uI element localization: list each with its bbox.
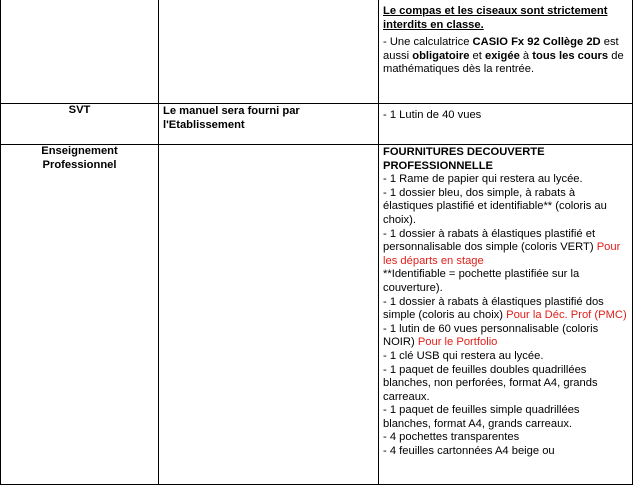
maths-subject-cell [1, 0, 159, 104]
list-item: - 1 dossier à rabats à élastiques plastifié et personnalisable dos simple (coloris VERT) Pour les départs en stage [383, 227, 621, 267]
list-item: - 1 clé USB qui restera au lycée. [383, 349, 544, 362]
stage-note: Pour les départs en stage [383, 241, 621, 267]
pro-supplies-cell [379, 145, 633, 485]
list-item: - 4 feuilles cartonnées A4 beige ou [383, 445, 555, 458]
calculator-model: CASIO Fx 92 Collège 2D [472, 36, 601, 49]
svt-subject: SVT [1, 104, 159, 145]
maths-supplies-cell [379, 0, 633, 104]
pro-manual-cell [159, 145, 379, 485]
list-item: - 1 paquet de feuilles simple quadrillées blanches, format A4, grands carreaux. [383, 404, 580, 430]
tools-forbidden-warning: Le compas et les ciseaux sont strictement interdits en classe. [383, 5, 608, 31]
portfolio-note: Pour le Portfolio [417, 336, 498, 349]
pmc-note: Pour la Déc. Prof (PMC) [506, 309, 627, 322]
pro-supplies-heading: FOURNITURES DECOUVERTE PROFESSIONNELLE [383, 146, 545, 172]
list-item: **Identifiable = pochette plastifiée sur la couverture). [383, 268, 580, 294]
svt-row [1, 104, 633, 145]
svt-manual-note: Le manuel sera fourni par l'Etablissement [159, 104, 379, 145]
maths-row [1, 0, 633, 104]
pro-subject: Enseignement Professionnel [1, 145, 159, 485]
list-item: - 1 Rame de papier qui restera au lycée. [383, 173, 583, 186]
list-item: - 1 paquet de feuilles doubles quadrillées blanches, non perforées, format A4, grands carreaux. [383, 363, 598, 403]
list-item: - 1 dossier bleu, dos simple, à rabats à élastiques plastifié et identifiable** (coloris au choix). [383, 186, 607, 226]
calculator-requirement: - Une calculatrice CASIO Fx 92 Collège 2D est aussi obligatoire et exigée à tous les cours de mathématiques dès la rentrée. [383, 36, 624, 76]
list-item: - 4 pochettes transparentes [383, 431, 520, 444]
maths-manual-cell [159, 0, 379, 104]
list-item: - 1 dossier à rabats à élastiques plastifié dos simple (coloris au choix) Pour la Déc. Prof (PMC) [383, 295, 627, 322]
svt-supplies: - 1 Lutin de 40 vues [379, 104, 633, 145]
list-item: - 1 lutin de 60 vues personnalisable (coloris NOIR) Pour le Portfolio [383, 322, 599, 349]
pro-row [1, 145, 633, 485]
